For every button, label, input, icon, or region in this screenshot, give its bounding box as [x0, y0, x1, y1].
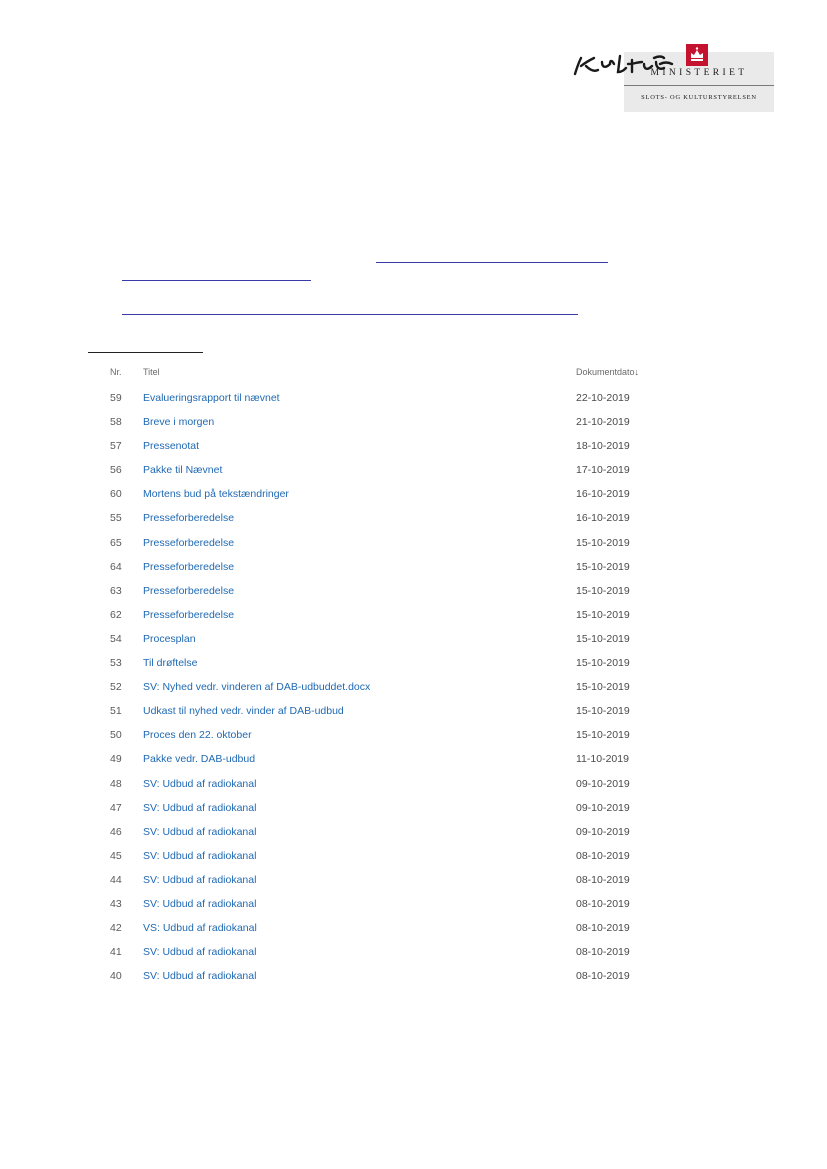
row-title-link[interactable]: Presseforberedelse [143, 608, 235, 621]
row-title-link[interactable]: Pakke vedr. DAB-udbud [143, 753, 256, 766]
row-nr: 41 [110, 946, 122, 959]
row-nr: 52 [110, 681, 122, 694]
logo-divider [624, 85, 774, 86]
row-title-link[interactable]: Breve i morgen [143, 416, 215, 429]
header-date[interactable] [576, 367, 639, 377]
row-title-link[interactable]: Til drøftelse [143, 657, 198, 670]
row-date: 22-10-2019 [576, 392, 630, 404]
row-date: 09-10-2019 [576, 825, 630, 838]
row-date: 08-10-2019 [576, 873, 630, 886]
row-date: 15-10-2019 [576, 705, 630, 718]
table-row [110, 555, 650, 579]
row-date: 15-10-2019 [576, 608, 630, 621]
row-nr: 63 [110, 584, 122, 597]
row-nr: 46 [110, 825, 122, 838]
table-row [110, 603, 650, 627]
table-row [110, 434, 650, 458]
row-title-link[interactable]: SV: Udbud af radiokanal [143, 801, 257, 814]
row-nr: 54 [110, 632, 122, 645]
table-row [110, 820, 650, 844]
row-date: 15-10-2019 [576, 584, 630, 597]
row-date: 09-10-2019 [576, 777, 630, 790]
table-row [110, 940, 650, 964]
logo-styrelse-text: SLOTS- OG KULTURSTYRELSEN [641, 94, 757, 101]
row-date: 15-10-2019 [576, 536, 630, 549]
row-title-link[interactable]: Mortens bud på tekstændringer [143, 488, 289, 501]
row-date: 17-10-2019 [576, 464, 630, 477]
row-nr: 60 [110, 488, 122, 501]
row-nr: 50 [110, 729, 122, 742]
table-row [110, 747, 650, 771]
row-title-link[interactable]: SV: Udbud af radiokanal [143, 897, 257, 910]
table-row [110, 964, 650, 988]
row-nr: 65 [110, 536, 122, 549]
row-title-link[interactable]: SV: Udbud af radiokanal [143, 873, 257, 886]
table-row [110, 386, 650, 410]
link-underline-3[interactable] [122, 314, 578, 315]
row-date: 18-10-2019 [576, 440, 630, 453]
row-nr: 62 [110, 608, 122, 621]
row-date: 15-10-2019 [576, 560, 630, 573]
row-nr: 42 [110, 922, 122, 935]
table-row [110, 844, 650, 868]
row-date: 08-10-2019 [576, 922, 630, 935]
table-row [110, 410, 650, 434]
table-body [110, 386, 650, 988]
row-nr: 51 [110, 705, 122, 718]
document-table [110, 362, 650, 988]
row-title-link[interactable]: Procesplan [143, 632, 196, 645]
row-date: 11-10-2019 [576, 753, 629, 766]
row-date: 09-10-2019 [576, 801, 630, 814]
row-date: 15-10-2019 [576, 657, 630, 670]
table-row [110, 458, 650, 482]
crown-icon [686, 44, 708, 66]
row-title-link[interactable]: SV: Udbud af radiokanal [143, 825, 257, 838]
section-rule [88, 352, 203, 353]
table-row [110, 868, 650, 892]
row-date: 16-10-2019 [576, 488, 630, 501]
row-nr: 55 [110, 512, 122, 525]
table-row [110, 579, 650, 603]
row-nr: 45 [110, 849, 122, 862]
row-nr: 40 [110, 970, 122, 983]
row-date: 15-10-2019 [576, 632, 630, 645]
header-nr[interactable]: Nr. [110, 367, 122, 377]
table-row [110, 772, 650, 796]
row-date: 08-10-2019 [576, 946, 630, 959]
row-nr: 64 [110, 560, 122, 573]
row-nr: 57 [110, 440, 122, 453]
table-row [110, 916, 650, 940]
table-row [110, 651, 650, 675]
table-row [110, 675, 650, 699]
row-title-link[interactable]: Proces den 22. oktober [143, 729, 252, 742]
row-title-link[interactable]: SV: Udbud af radiokanal [143, 970, 257, 983]
row-title-link[interactable]: Presseforberedelse [143, 536, 235, 549]
row-title-link[interactable]: Udkast til nyhed vedr. vinder af DAB-udbud [143, 705, 344, 718]
row-date: 08-10-2019 [576, 970, 630, 983]
table-row [110, 531, 650, 555]
row-nr: 44 [110, 873, 122, 886]
row-title-link[interactable]: SV: Nyhed vedr. vinderen af DAB-udbuddet.docx [143, 681, 371, 694]
row-title-link[interactable]: Pakke til Nævnet [143, 464, 223, 477]
row-nr: 56 [110, 464, 122, 477]
row-nr: 53 [110, 657, 122, 670]
row-title-link[interactable]: Presseforberedelse [143, 512, 235, 525]
row-date: 15-10-2019 [576, 729, 630, 742]
table-row [110, 699, 650, 723]
row-title-link[interactable]: Presseforberedelse [143, 560, 235, 573]
row-nr: 59 [110, 392, 122, 404]
row-title-link[interactable]: SV: Udbud af radiokanal [143, 777, 257, 790]
table-row [110, 482, 650, 506]
row-title-link[interactable]: SV: Udbud af radiokanal [143, 946, 257, 959]
logo-ministeriet-text: MINISTERIET [650, 68, 748, 78]
row-title-link[interactable]: VS: Udbud af radiokanal [143, 922, 257, 935]
table-row [110, 796, 650, 820]
kulturministeriet-logo [572, 42, 776, 114]
row-date: 08-10-2019 [576, 849, 630, 862]
table-row [110, 506, 650, 530]
table-row [110, 627, 650, 651]
row-nr: 49 [110, 753, 122, 766]
table-row [110, 892, 650, 916]
header-title[interactable]: Titel [143, 367, 160, 377]
row-nr: 47 [110, 801, 122, 814]
header-date-label: Dokumentdato [576, 367, 635, 377]
row-nr: 48 [110, 777, 122, 790]
row-date: 08-10-2019 [576, 897, 630, 910]
row-nr: 43 [110, 897, 122, 910]
table-header [110, 362, 650, 386]
row-title-link[interactable]: Pressenotat [143, 440, 200, 453]
row-nr: 58 [110, 416, 122, 429]
row-title-link[interactable]: SV: Udbud af radiokanal [143, 849, 257, 862]
link-underline-1[interactable] [376, 262, 608, 263]
sort-down-icon[interactable]: ↓ [634, 367, 640, 377]
row-date: 16-10-2019 [576, 512, 630, 525]
row-date: 21-10-2019 [576, 416, 630, 429]
row-date: 15-10-2019 [576, 681, 630, 694]
table-row [110, 723, 650, 747]
row-title-link[interactable]: Evalueringsrapport til nævnet [143, 392, 280, 404]
link-underline-2[interactable] [122, 280, 311, 281]
row-title-link[interactable]: Presseforberedelse [143, 584, 235, 597]
